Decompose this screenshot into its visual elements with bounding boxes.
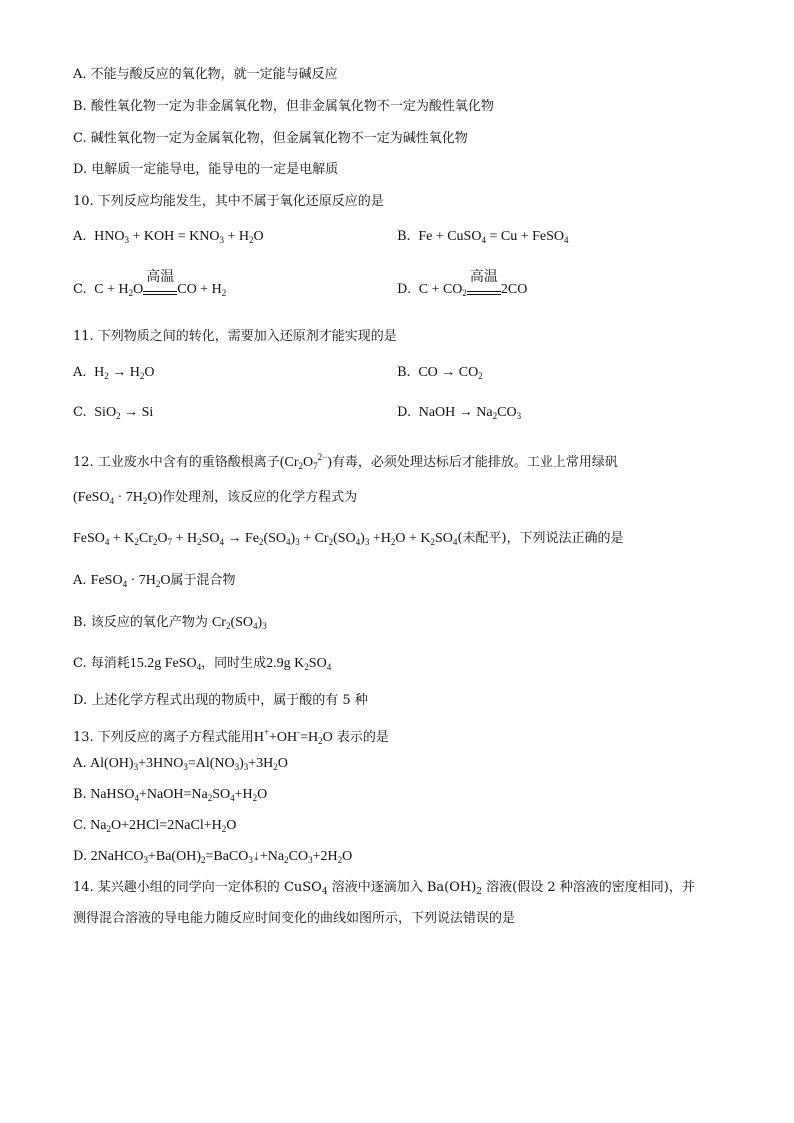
q12-option-a: A. FeSO$_4$ · $7H_2O$属于混合物 — [73, 573, 236, 589]
q14-stem-line1: 14. 某兴趣小组的同学向一定体积的 CuSO$_4$ 溶液中逐滴加入 $Ba(OH)_2$ 溶液(假设 2 种溶液的密度相同)，并 — [73, 880, 695, 897]
q13-option-d: D. $2NaHCO_3+Ba(OH)_2=BaCO_3↓+Na_2CO_3+2H_2O$ — [73, 849, 353, 865]
q10-option-d — [397, 269, 528, 302]
equation: $C + H_2O$ 高温 CO + $H_2$ — [91, 282, 226, 297]
option-label: D. — [397, 405, 412, 420]
option-label: C. — [73, 282, 87, 297]
q11-option-c — [73, 404, 153, 425]
reaction-condition: 高温 — [143, 284, 177, 302]
q9-option-a: A. 不能与酸反应的氧化物，就一定能与碱反应 — [73, 67, 338, 82]
q12-option-c: C. 每消耗15.2g FeSO$_4$，同时生成2.9g $K_2SO_4$ — [73, 656, 332, 672]
option-label: C. — [73, 405, 87, 420]
q9-option-d: D. 电解质一定能导电，能导电的一定是电解质 — [73, 162, 339, 177]
equation: $HNO_3$ + KOH = $KNO_3 + H_2O$ — [90, 229, 264, 245]
q13-option-a: A. $Al(OH)_3+3HNO_3=Al(NO_3)_3+3H_2O$ — [73, 756, 288, 772]
q12-stem-line2: (FeSO$_4$ · $7H_2O$)作处理剂，该反应的化学方程式为 — [73, 490, 358, 506]
q11-option-b — [397, 364, 483, 385]
equation: Fe + CuSO$_4$ = Cu + FeSO$_4$ — [414, 229, 569, 245]
q9-option-c: C. 碱性氧化物一定为金属氧化物，但金属氧化物不一定为碱性氧化物 — [73, 131, 468, 146]
q13-option-b: B. $NaHSO_4+NaOH=Na_2SO_4+H_2O$ — [73, 787, 268, 803]
q14-stem-line2: 测得混合溶液的导电能力随反应时间变化的曲线如图所示，下列说法错误的是 — [73, 911, 516, 926]
q10-stem: 10. 下列反应均能发生，其中不属于氧化还原反应的是 — [73, 194, 384, 209]
q12-equation: FeSO$_4$ + $K_2Cr_2O_7 + H_2SO_4 \to Fe_2(SO_4)_3 + Cr_2(SO_4)_3 +H_2O + K_2SO_4$(未配平)，下列说法正确的是 — [73, 531, 624, 547]
option-label: A. — [73, 365, 87, 380]
q11-stem: 11. 下列物质之间的转化，需要加入还原剂才能实现的是 — [73, 329, 397, 344]
equation: $C + CO_2$ 高温 2CO — [415, 282, 527, 297]
q11-option-a — [73, 364, 155, 385]
q10-option-a — [73, 228, 264, 249]
q9-option-b: B. 酸性氧化物一定为非金属氧化物，但非金属氧化物不一定为酸性氧化物 — [73, 99, 494, 114]
option-label: B. — [397, 365, 411, 380]
equation: NaOH → $Na_2CO_3$ — [415, 405, 522, 421]
q10-option-c — [73, 269, 227, 302]
equation: CO → $CO_2$ — [414, 365, 483, 381]
q12-stem-line1: 12. 工业废水中含有的重铬酸根离子$(Cr_2O_7^{2-})$有毒，必须处理达标后才能排放。工业上常用绿矾 — [73, 452, 618, 471]
equation: SiO$_2$ → Si — [90, 405, 154, 421]
equation: $H_2 \to H_2O$ — [90, 365, 155, 381]
q11-option-d — [397, 404, 521, 425]
option-label: B. — [397, 229, 411, 244]
option-label: D. — [397, 282, 412, 297]
q13-option-c: C. $Na_2O+2HCl=2NaCl+H_2O$ — [73, 818, 237, 834]
q10-option-b — [397, 228, 569, 249]
reaction-condition: 高温 — [467, 284, 501, 302]
q12-option-d: D. 上述化学方程式出现的物质中，属于酸的有 5 种 — [73, 693, 368, 708]
option-label: A. — [73, 229, 87, 244]
q12-option-b: B. 该反应的氧化产物为 $Cr_2(SO_4)_3$ — [73, 615, 267, 631]
q13-stem: 13. 下列反应的离子方程式能用$H^++OH^-=H_2O$ 表示的是 — [73, 727, 389, 746]
